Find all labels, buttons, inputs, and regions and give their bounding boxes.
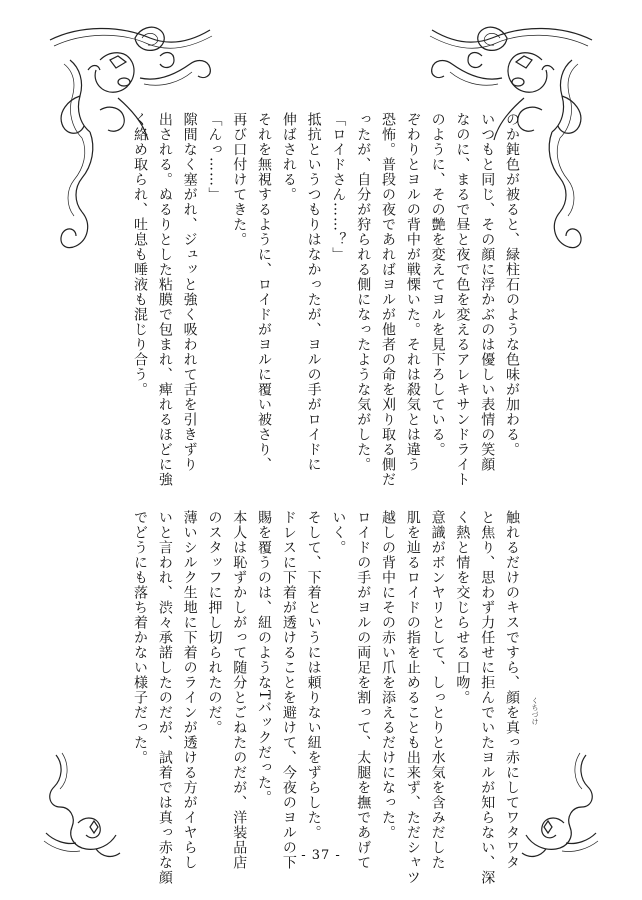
- text-line: 抵抗というつもりはなかったが、ヨルの手がロイドに: [305, 112, 322, 472]
- text-line: いと言われ、渋々承諾したのだが、試着では真っ赤な顔: [156, 510, 173, 885]
- text-line: 隙間なく塞がれ、ジュッと強く吸われて舌を引きずり: [181, 112, 198, 472]
- text-line: 意識がボンヤリとして、しっとりと水気を含みだした: [429, 510, 446, 870]
- text-line: それを無視するように、ロイドがヨルに覆い被さり、: [256, 112, 273, 472]
- text-line: でどうにも落ち着かない様子だった。: [132, 510, 149, 765]
- ruby-annotation: [531, 697, 538, 725]
- ruby-reading: くちづけ: [531, 697, 539, 725]
- text-line: 再び口付けてきた。: [231, 112, 248, 247]
- text-line: なのに、まるで昼と夜で色を変えるアレキサンドライト: [454, 112, 471, 487]
- text-line: のスタッフに押し切られたのだ。: [206, 510, 223, 735]
- text-line: 薄いシルク生地に下着のラインが透ける方がイヤらし: [181, 510, 198, 870]
- text-line: 賜を覆うのは、紐のようなTバックだった。: [256, 510, 273, 806]
- text-line: 伸ばされる。: [280, 112, 297, 202]
- text-line: 触れるだけのキスですら、顔を真っ赤にしてワタワタ: [504, 510, 520, 870]
- dialogue-line: 「ロイドさん……？」: [330, 112, 347, 262]
- text-block-top: [127, 112, 524, 487]
- ornament-bottom-right-icon: [516, 745, 606, 865]
- text-line: と焦り、思わず力任せに拒んでいたヨルが知らない、深: [479, 510, 496, 885]
- text-line: く熱と情を交じらせる口吻。: [454, 510, 471, 705]
- text-line: 肌を辿るロイドの指を止めることも出来ず、ただシャツ: [404, 510, 421, 885]
- text-line: のか鈍色が被ると、緑柱石のような色味が加わる。: [504, 112, 520, 457]
- dialogue-line: 「んっ……」: [206, 112, 223, 202]
- text-line: そして、下着というには頼りない紐をずらした。: [305, 510, 322, 840]
- text-line: ドレスに下着が透けることを避けて、今夜のヨルの下: [280, 510, 297, 870]
- text-line: ぞわりとヨルの背中が戦慄いた。それは殺気とは違う: [404, 112, 421, 472]
- text-line: ロイドの手がヨルの両足を割って、太腿を撫であげて: [355, 510, 372, 870]
- text-line: いつもと同じ、その顔に浮かぶのは優しい表情の笑顔: [479, 112, 496, 472]
- text-line: のように、その艶を変えてヨルを見下ろしている。: [429, 112, 446, 457]
- page-number: - 37 -: [301, 848, 341, 863]
- ornament-bottom-left-icon: [36, 745, 126, 865]
- text-line: 出される。ぬるりとした粘膜で包まれ、痺れるほどに強: [156, 112, 173, 487]
- text-line: いく。: [330, 510, 347, 555]
- text-line: 本人は恥ずかしがって随分とごねたのだが、洋装品店: [231, 510, 248, 870]
- text-line: ったが、自分が狩られる側になったような気がした。: [355, 112, 372, 472]
- text-line: 恐怖。普段の夜であればヨルが他者の命を刈り取る側だ: [380, 112, 397, 487]
- text-line: 越しの背中にその赤い爪を添えるだけになった。: [380, 510, 397, 840]
- text-line: く絡め取られ、吐息も唾液も混じり合う。: [132, 112, 149, 397]
